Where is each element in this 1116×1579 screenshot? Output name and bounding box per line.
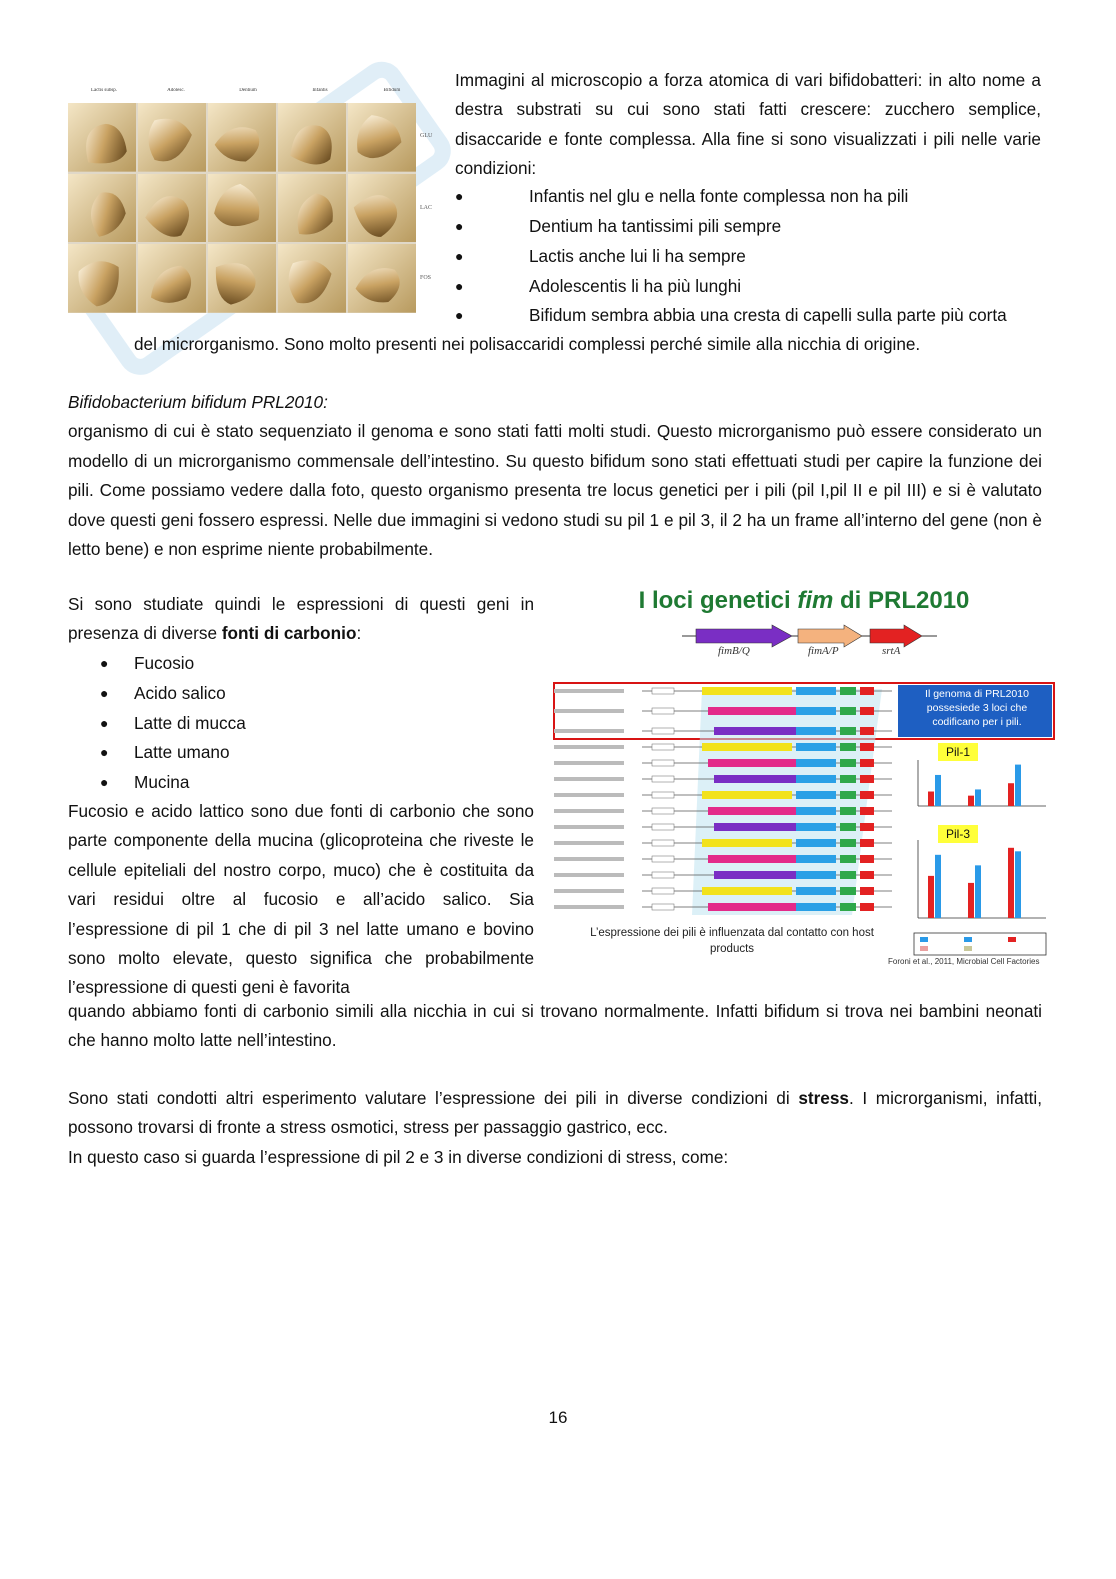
gene-block [652,888,674,894]
pil1-chart-bar-red [928,792,934,806]
gene-block [652,760,674,766]
gene-block [860,727,874,735]
gene-block [796,903,836,911]
legend-swatch [1008,937,1016,942]
section-heading: Bifidobacterium bifidum PRL2010: [68,392,328,412]
gene-block [652,744,674,750]
afm-cell [348,174,416,243]
gene-block [652,824,674,830]
gene-block [708,807,798,815]
afm-row-label: FOS [420,275,432,281]
list-item-text: Dentium ha tantissimi pili sempre [529,215,782,236]
intro-paragraph: Immagini al microscopio a forza atomica di vari bifidobatteri: in alto nome a destra substrati su cui sono stati fatti crescere: zucchero semplice, disaccaride e fonte complessa. Alla fine si sono visualizzati i pili nelle varie condizioni: [455,70,1041,179]
gene-block [796,871,836,879]
gene-block [860,807,874,815]
gene-block [840,823,856,831]
gene-block [840,759,856,767]
pil3-label: Pil-3 [938,825,978,843]
gene-block [840,743,856,751]
gene-block [652,728,674,734]
section-stress [68,1084,1042,1172]
legend-swatch [920,946,928,951]
strain-label-placeholder [554,857,624,861]
bullet-icon: ● [455,277,464,294]
gene-block [860,687,874,695]
afm-cell [278,174,346,243]
gene-block [652,792,674,798]
list-item-text: Infantis nel glu e nella fonte complessa non ha pili [529,186,909,207]
bold-term: stress [798,1088,849,1108]
strain-label-placeholder [554,809,624,813]
title-text: I loci genetici [638,587,798,614]
gene-block [860,823,874,831]
gene-block [652,856,674,862]
afm-cell [278,244,346,313]
gene-block [840,855,856,863]
paragraph-text: . I microrganismi, infatti, possono trovarsi di fronte a stress osmotici, stress per passaggio gastrico, ecc. [68,1088,1042,1138]
gene-block [702,791,792,799]
gene-block [860,871,874,879]
pil1-chart-bar-blue [1015,765,1021,806]
list-item [455,182,1041,212]
strain-label-placeholder [554,745,624,749]
gene-block [702,743,792,751]
fim-loci-figure [552,585,1056,970]
pil3-chart-bar-blue [935,855,941,918]
bullet-icon: ● [100,774,109,791]
gene-block [796,791,836,799]
intro-text: : [356,623,362,644]
gene-block [708,759,798,767]
gene-block [860,903,874,911]
list-item-text: Adolescentis li ha più lunghi [529,275,742,296]
bullet-icon: ● [100,684,109,701]
section-intro [68,590,534,649]
bullet-icon: ● [455,307,464,324]
section-carbon-sources [68,590,534,798]
bullet-icon: ● [455,188,464,205]
bullet-icon: ● [455,247,464,264]
afm-cell [208,174,276,243]
afm-microscopy-image [68,88,433,320]
list-item [455,212,1041,242]
gene-block [714,823,804,831]
pil3-chart-bar-red [1008,848,1014,918]
strain-label-placeholder [554,729,624,733]
gene-block [840,791,856,799]
afm-cell [138,174,206,243]
gene-block [652,688,674,694]
carbon-source-list [68,649,534,798]
gene-block [796,775,836,783]
gene-block [714,871,804,879]
gene-block [796,743,836,751]
legend-swatch [964,937,972,942]
paragraph-text: Sono stati condotti altri esperimento valutare l’espressione dei pili in diverse condizioni di [68,1088,799,1108]
strain-label-placeholder [554,793,624,797]
gene-block [860,743,874,751]
afm-row-label: LAC [420,205,432,211]
afm-row-label: GLU [420,133,433,139]
pil3-chart-bar-red [968,883,974,918]
title-text: di PRL2010 [833,587,970,614]
gene-block [860,791,874,799]
pil1-chart-bar-red [1008,783,1014,806]
gene-block [840,839,856,847]
pil1-chart-bar-blue [975,789,981,806]
list-item [455,242,1041,272]
gene-block [702,687,792,695]
synteny-band [692,689,882,915]
gene-label: fimB/Q [718,645,750,657]
afm-col-header: Adolesc. [167,88,185,93]
gene-block [840,775,856,783]
gene-block [796,887,836,895]
figure-citation: Foroni et al., 2011, Microbial Cell Factories [888,957,1040,966]
gene-block [860,759,874,767]
gene-block [840,707,856,715]
list-item-text: Fucosio [134,653,195,673]
gene-block [796,839,836,847]
gene-block [702,839,792,847]
gene-arrow-fimAP [798,625,862,647]
gene-arrow-srtA [870,625,922,647]
stress-paragraph-2: In questo caso si guarda l’espressione di pil 2 e 3 in diverse condizioni di stress, come: [68,1146,729,1167]
gene-block [840,887,856,895]
afm-col-header: Dentium [239,88,257,93]
gene-block [860,775,874,783]
carbon-paragraph-continued: quando abbiamo fonti di carbonio simili alla nicchia in cui si trovano normalmente. Infatti bifidum si trova nei bambini neonati che hanno molto latte nell’intestino. [68,1001,1042,1051]
afm-cell [138,244,206,313]
list-item-text: Acido salico [134,682,226,703]
gene-block [860,707,874,715]
list-item [455,271,1041,301]
gene-block [796,727,836,735]
section-bifidum [68,388,1042,564]
list-item [68,649,534,679]
gene-block [840,727,856,735]
carbon-paragraph: Fucosio e acido lattico sono due fonti di carbonio che sono parte componente della mucina (glicoproteina che riveste le cellule epiteliali del nostro corpo, muco) che è costituita da vari residui oltre al fucosio e all’acido salico. Sia l’espressione di pil 1 che di pil 3 nel latte umano e bovino sono molto elevate, questo significa che probabilmente l’espressione di questi geni è favorita [68,801,534,998]
bold-term: fonti di carbonio [221,623,357,644]
gene-block [714,727,804,735]
gene-block [652,808,674,814]
gene-block [708,707,798,715]
afm-cell [138,103,206,172]
section-paragraph: organismo di cui è stato sequenziato il genoma e sono stati fatti molti studi. Questo microrganismo può essere considerato un modello di un microrganismo commensale dell’intestino. Su questo bifidum sono stati effettuati studi per capire la funzione dei pili. Come possiamo vedere dalla foto, questo organismo presenta tre locus genetici per i pili (pil I,pil II e pil III) e si è valutato dove questi geni fossero espressi. Nelle due immagini si vedono studi su pil 1 e pil 3, il 2 ha un frame all’interno del gene (non è letto bene) e non esprime niente probabilmente. [68,421,1042,560]
gene-block [840,687,856,695]
gene-arrow-fimBQ [696,625,792,647]
strain-label-placeholder [554,905,624,909]
list-item-text: Lactis anche lui li ha sempre [529,245,746,266]
strain-label-placeholder [554,777,624,781]
list-item-text: Bifidum sembra abbia una cresta di capelli sulla parte più corta [529,305,1007,326]
list-item [68,708,534,738]
legend-swatch [964,946,972,951]
intro-text: Si sono studiate quindi le espressioni di questi geni in presenza di diverse [68,594,534,644]
legend-swatch [920,937,928,942]
pil1-chart-bar-blue [935,775,941,806]
strain-label-placeholder [554,689,624,693]
gene-block [840,903,856,911]
gene-block [796,687,836,695]
intro-continuation: del microrganismo. Sono molto presenti nei polisaccaridi complessi perché simile alla nicchia di origine. [134,334,921,354]
gene-block [652,872,674,878]
strain-label-placeholder [554,873,624,877]
list-item [68,679,534,709]
gene-block [652,840,674,846]
afm-cell [68,174,136,243]
pil3-chart-bar-blue [1015,851,1021,918]
afm-cell [68,244,136,313]
gene-block [796,707,836,715]
stress-paragraph [68,1084,1042,1143]
pil1-chart-bar-red [968,796,974,806]
list-item [68,768,534,798]
list-item [68,738,534,768]
strain-label-placeholder [554,841,624,845]
list-item-text: Latte umano [134,742,230,763]
gene-block [860,839,874,847]
gene-block [714,775,804,783]
gene-block [652,708,674,714]
page-number: 16 [548,1408,568,1427]
gene-block [702,887,792,895]
strain-label-placeholder [554,709,624,713]
afm-cell [208,244,276,313]
gene-block [652,904,674,910]
strain-label-placeholder [554,761,624,765]
gene-block [796,807,836,815]
afm-cell [348,244,416,313]
genome-note: Il genoma di PRL2010 possesiede 3 loci che codificano per i pili. [925,688,1029,728]
chart-legend [914,933,1046,955]
pil3-chart-bar-red [928,876,934,918]
list-item-text: Latte di mucca [134,712,246,733]
gene-block [796,823,836,831]
bullet-icon: ● [100,655,109,671]
gene-block [840,807,856,815]
gene-block [796,759,836,767]
afm-col-header: Bifidum [383,88,401,93]
title-italic: fim [797,587,834,614]
gene-block [860,855,874,863]
gene-block [840,871,856,879]
list-item [455,301,1041,331]
pil1-label: Pil-1 [938,743,978,761]
strain-label-placeholder [554,889,624,893]
strain-label-placeholder [554,825,624,829]
bullet-icon: ● [100,744,109,761]
intro-bullet-list [455,182,1041,331]
gene-block [708,903,798,911]
afm-cell [208,103,276,172]
gene-block [796,855,836,863]
gene-block [708,855,798,863]
gene-block [860,887,874,895]
bullet-icon: ● [455,217,464,234]
afm-column-headers [68,88,428,102]
list-item-text: Mucina [134,772,190,793]
bullet-icon: ● [100,714,109,731]
gene-label: fimA/P [808,645,839,657]
afm-cell [68,103,136,172]
figure-graphic [552,585,1056,970]
gene-block [652,776,674,782]
afm-col-header: Lactis subsp. [90,88,118,93]
gene-label: srtA [882,645,901,657]
afm-col-header: Infantis [312,88,328,93]
afm-grid [68,103,416,313]
figure-caption: L’espressione dei pili è influenzata dal contatto con host products [590,927,874,955]
afm-cell [278,103,346,172]
afm-cell [348,103,416,172]
pil3-chart-bar-blue [975,865,981,918]
